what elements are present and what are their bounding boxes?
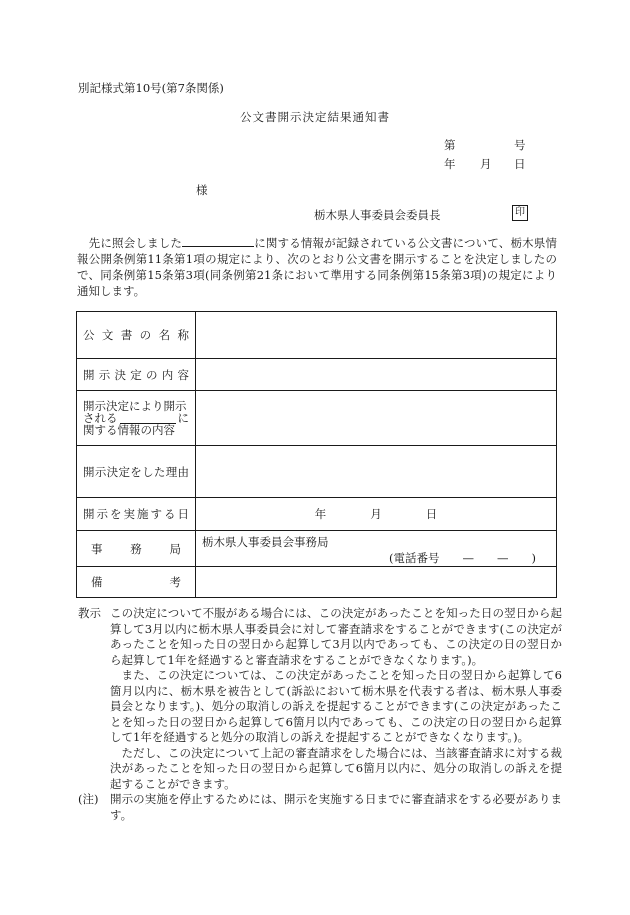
label-decision-content-chars <box>83 367 189 383</box>
label-char: 実 <box>123 507 135 521</box>
value-disclosed-info[interactable] <box>196 391 557 446</box>
date-month-label: 月 <box>370 507 382 521</box>
number-prefix: 第 <box>444 138 456 152</box>
notes-section <box>78 606 562 823</box>
label-char: る <box>164 507 176 521</box>
label-char: 定 <box>130 367 142 382</box>
label-char: 公 <box>83 328 95 342</box>
date-month-label: 月 <box>480 157 492 171</box>
instruction-paragraph: この決定について不服がある場合には、この決定があったことを知った日の翌日から起算して3月以内に栃木県人事委員会に対して審査請求をすることができます(この決定があったことを知った日の翌日から起算して3月以内であっても、この決定の日の翌日から起算して1年を経過すると審査請求をすることができなくなります。)。 <box>110 606 562 667</box>
label-char: 開 <box>83 464 95 479</box>
label-part: される <box>83 411 118 425</box>
label-disclosed-info <box>77 391 196 446</box>
body-part1: 先に照会しました <box>88 236 183 250</box>
sender-name: 栃木県人事委員会委員長 <box>314 208 441 222</box>
label-char: 施 <box>137 507 149 521</box>
label-char: の <box>139 328 152 342</box>
label-char: 文 <box>101 328 114 342</box>
table-row-document-name <box>77 312 557 359</box>
label-document-name <box>77 312 196 359</box>
label-char: 決 <box>106 464 119 479</box>
label-line: 関する情報の内容 <box>83 423 175 437</box>
label-char: 局 <box>169 541 181 556</box>
date-year-label: 年 <box>444 157 456 171</box>
secretariat-name: 栃木県人事委員会事務局 <box>202 535 329 549</box>
label-char: す <box>150 507 162 521</box>
label-char: 日 <box>177 507 189 521</box>
instruction-paragraph: また、この決定については、この決定があったことを知った日の翌日から起算して6箇月以内に、栃木県を被告として(訴訟において栃木県を代表する者は、栃木県人事委員会となります。)、処分の取消しの訴えを提起することができます(この決定があったことを知った日の翌日から起算して6箇月以内であっても、この決定の日の翌日から起算して1年を経過すると処分の取消しの訴えを提起することができなくなります。)。 <box>110 668 562 744</box>
form-label: 別記様式第10号(第7条関係) <box>78 81 224 95</box>
label-secretariat <box>77 531 196 567</box>
label-char: 名 <box>158 328 171 342</box>
phone-number-line: (電話番号 — — ) <box>389 551 536 565</box>
label-decision-content <box>77 359 196 391</box>
label-remarks <box>77 567 196 598</box>
instruction-block <box>78 606 562 792</box>
date-day-label: 日 <box>514 157 526 171</box>
label-remarks-chars <box>83 574 189 590</box>
label-char: 定 <box>118 464 130 479</box>
note-body <box>110 792 562 823</box>
label-char: 容 <box>177 367 189 382</box>
value-remarks[interactable] <box>196 567 557 598</box>
number-suffix: 号 <box>514 138 526 152</box>
recipient-suffix: 様 <box>196 183 208 197</box>
value-disclosure-date[interactable] <box>196 498 557 531</box>
table-row-decision-content <box>77 359 557 391</box>
label-char: 備 <box>91 575 103 589</box>
blank-underline <box>182 234 254 247</box>
label-part: に <box>177 411 189 425</box>
label-char: た <box>153 464 166 479</box>
instruction-body <box>110 606 562 792</box>
label-char: 書 <box>120 328 133 342</box>
table-row-disclosed-info <box>77 391 557 446</box>
info-table <box>76 311 557 598</box>
table-row-remarks <box>77 567 557 598</box>
label-char: 内 <box>161 367 174 382</box>
label-char: 開 <box>83 367 95 382</box>
label-document-name-chars <box>83 327 189 343</box>
label-line: 開示決定により開示 <box>83 399 187 413</box>
label-char: の <box>146 367 158 382</box>
label-char: を <box>130 464 142 479</box>
label-char: 称 <box>177 328 189 342</box>
label-char: 開 <box>83 507 95 521</box>
label-char: を <box>110 507 122 521</box>
value-decision-content[interactable] <box>196 359 557 391</box>
label-char: 示 <box>94 464 107 479</box>
label-char: 決 <box>114 367 126 382</box>
note-block <box>78 792 562 823</box>
label-disclosure-date-chars <box>83 506 189 522</box>
label-secretariat-chars <box>83 541 189 557</box>
value-decision-reason[interactable] <box>196 446 557 498</box>
label-decision-reason <box>77 446 196 498</box>
instruction-heading: 教示 <box>78 606 101 620</box>
note-paragraph: 開示の実施を停止するためには、開示を実施する日までに審査請求をする必要があります。 <box>110 792 562 822</box>
label-char: 考 <box>169 575 181 589</box>
date-fields <box>202 506 550 522</box>
document-title: 公文書開示決定結果通知書 <box>240 110 390 124</box>
label-char: 事 <box>91 541 103 556</box>
value-document-name[interactable] <box>196 312 557 359</box>
label-decision-reason-chars <box>83 464 189 480</box>
seal-mark: 印 <box>512 205 528 221</box>
table-row-disclosure-date <box>77 498 557 531</box>
note-heading: (注) <box>78 792 99 806</box>
table-row-decision-reason <box>77 446 557 498</box>
label-char: し <box>142 464 154 479</box>
label-disclosure-date <box>77 498 196 531</box>
label-char: 示 <box>98 367 111 382</box>
value-secretariat[interactable] <box>196 531 557 567</box>
label-char: 由 <box>177 464 189 479</box>
label-char: 示 <box>96 507 108 521</box>
body-paragraph <box>77 234 557 299</box>
date-year-label: 年 <box>314 507 327 521</box>
label-char: 務 <box>130 541 142 556</box>
label-char: 理 <box>165 464 178 479</box>
table-row-secretariat <box>77 531 557 567</box>
date-day-label: 日 <box>425 507 438 521</box>
body-part2: に関する情報が記録されている公文書について、栃木県情報公開条例第11条第1項の規定により、次のとおり公文書を開示することを決定しましたので、同条例第15条第3項(同条例第21条において準用する同条例第15条第3項)の規定により通知します。 <box>77 236 557 298</box>
instruction-paragraph: ただし、この決定について上記の審査請求をした場合には、当該審査請求に対する裁決があったことを知った日の翌日から起算して6箇月以内に、処分の取消しの訴えを提起することができます。 <box>110 745 562 791</box>
